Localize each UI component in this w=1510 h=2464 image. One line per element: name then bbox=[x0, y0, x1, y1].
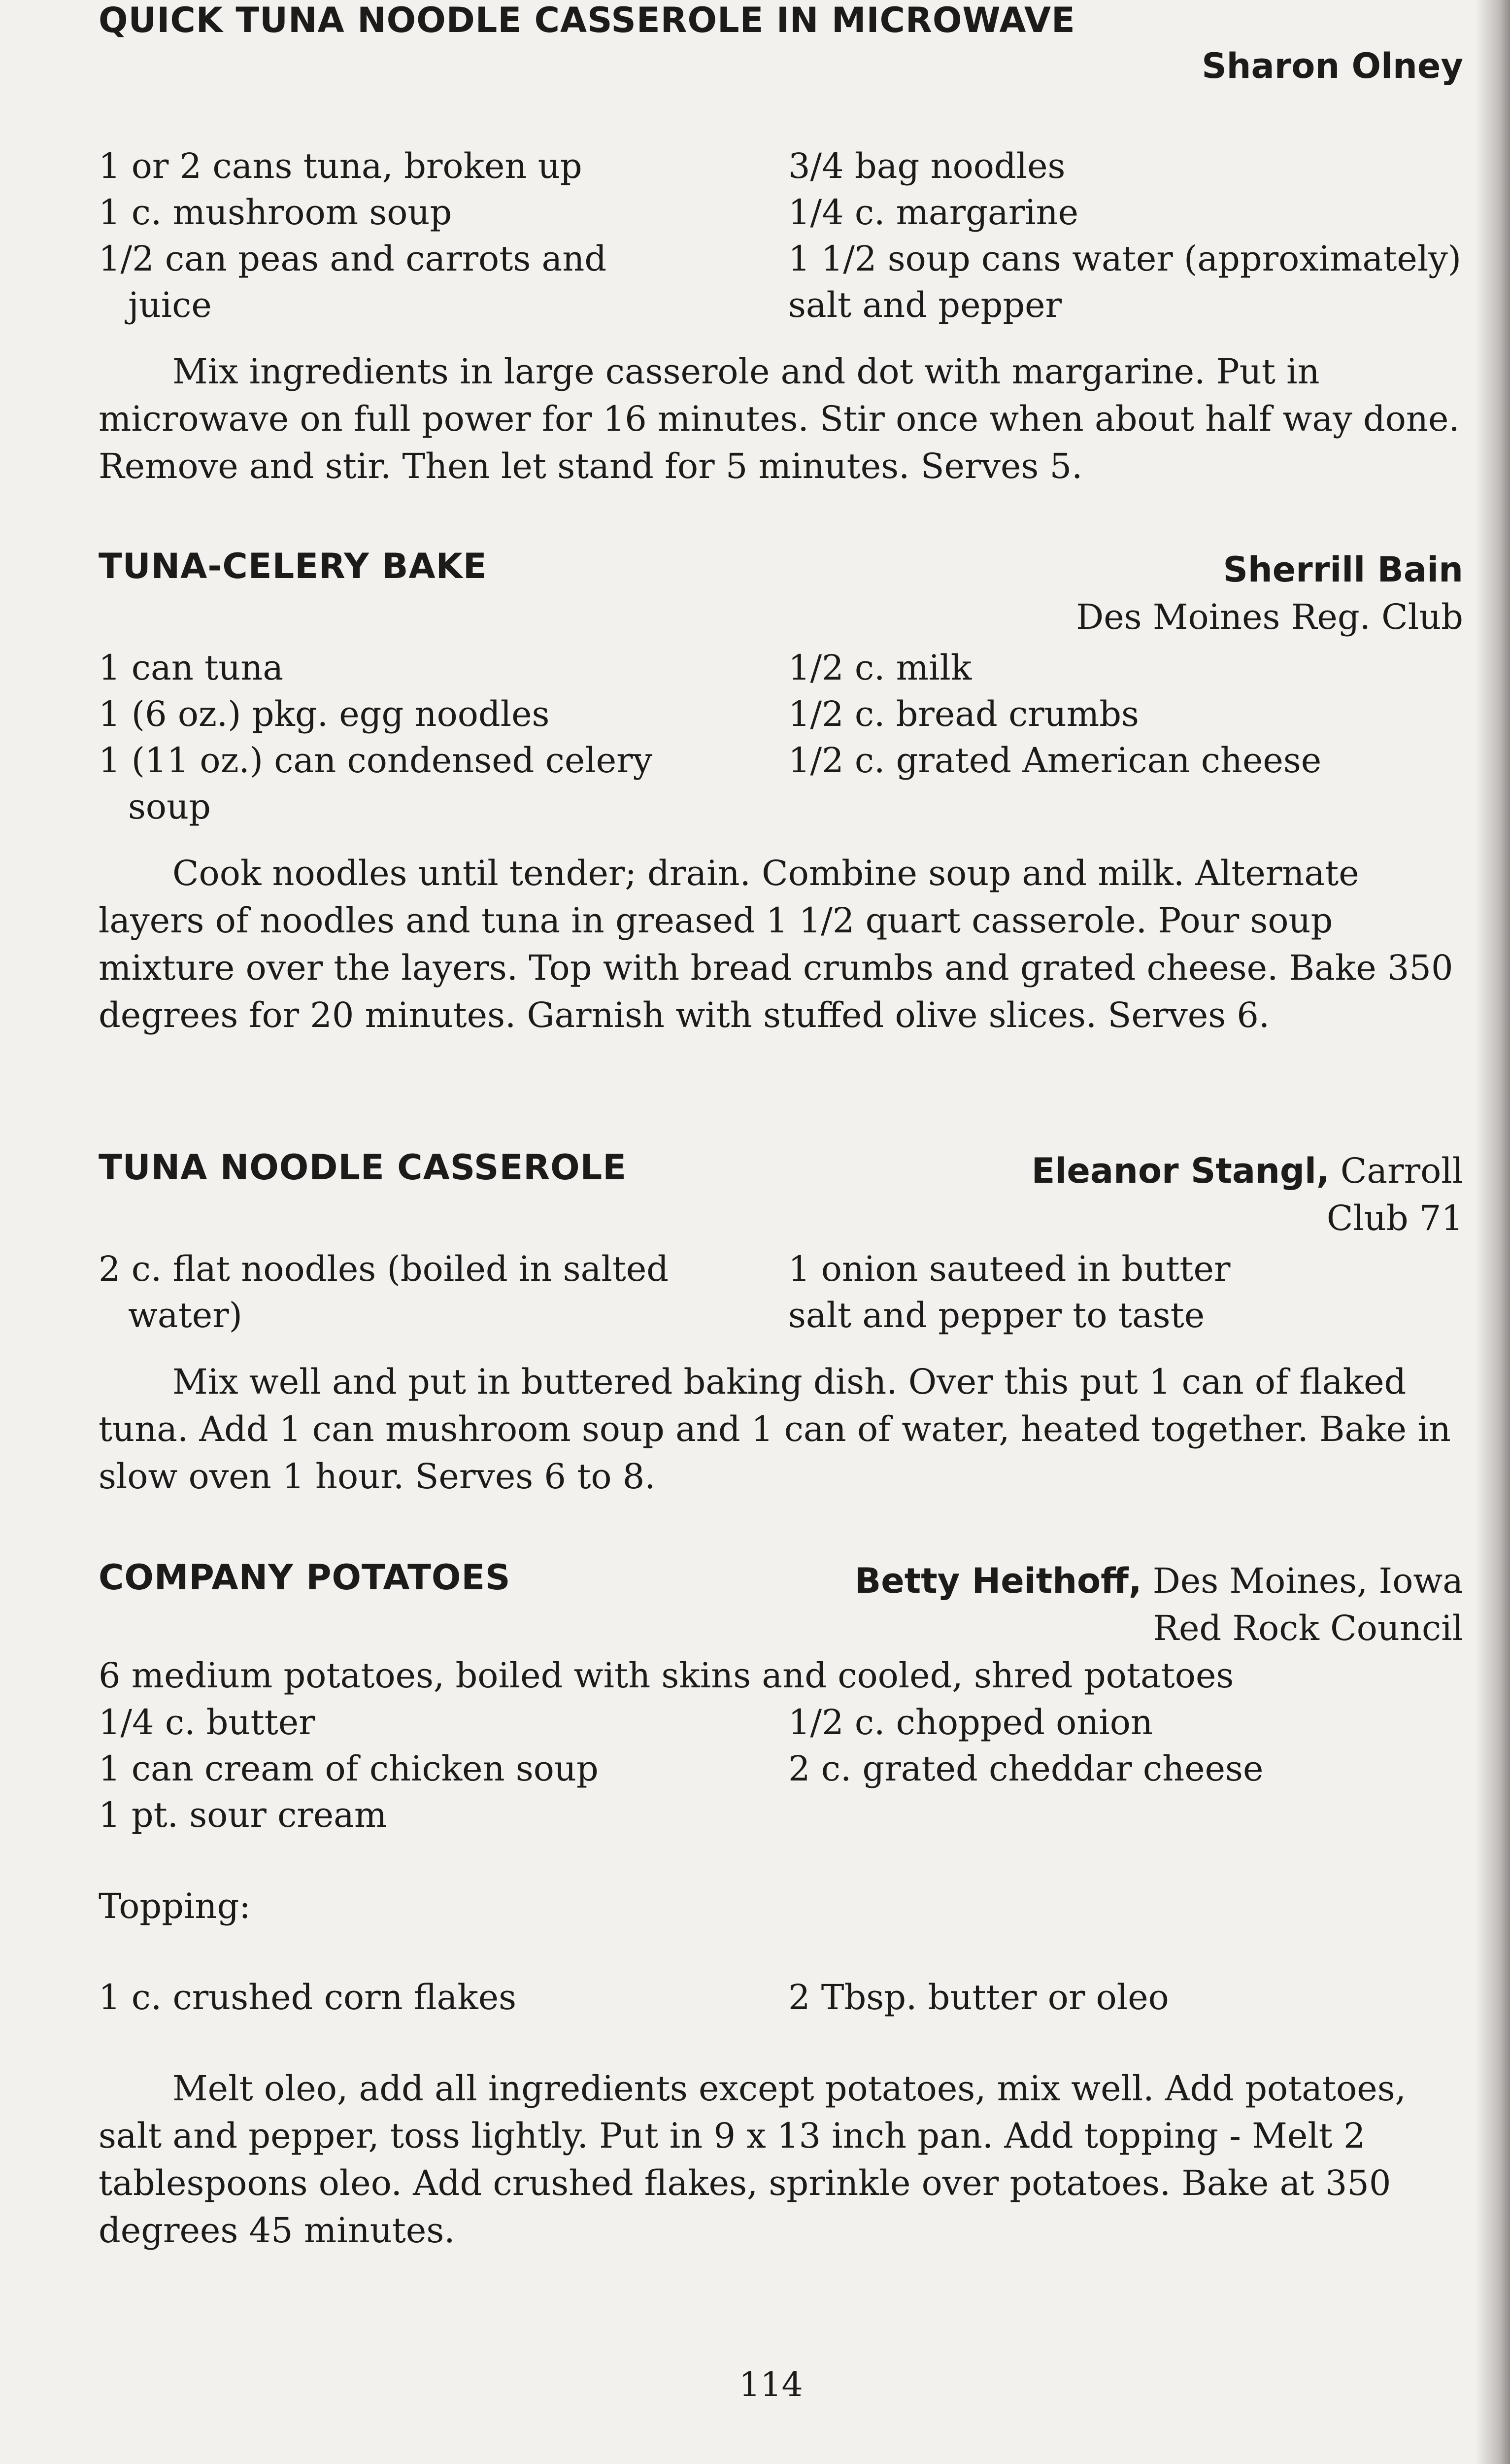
ingredient-list bbox=[99, 143, 1463, 328]
recipe-company-potatoes bbox=[99, 1557, 1463, 2254]
author-location: Des Moines Reg. Club bbox=[1076, 597, 1463, 637]
recipe-tuna-noodle-casserole bbox=[99, 1147, 1463, 1500]
topping-column-right bbox=[788, 1974, 1463, 2020]
page-number: 114 bbox=[739, 2365, 803, 2404]
recipe-title: QUICK TUNA NOODLE CASSEROLE IN MICROWAVE bbox=[99, 0, 1075, 40]
topping-label: Topping: bbox=[99, 1886, 251, 1926]
ingredient: 1 or 2 cans tuna, broken up bbox=[99, 146, 582, 186]
topping-list bbox=[99, 1974, 1463, 2020]
ingredient: 1/4 c. butter bbox=[99, 1702, 315, 1743]
ingredient: 1/2 c. bread crumbs bbox=[788, 694, 1139, 734]
ingredient: 1 can tuna bbox=[99, 648, 284, 688]
ingredient: 1 c. crushed corn flakes bbox=[99, 1977, 517, 2018]
recipe-author bbox=[855, 1557, 1463, 1652]
author-location: Red Rock Council bbox=[1153, 1608, 1463, 1648]
ingredient: 3/4 bag noodles bbox=[788, 146, 1066, 186]
author-town: Des Moines, Iowa bbox=[1152, 1561, 1463, 1601]
ingredient: 1/2 can peas and carrots and juice bbox=[99, 239, 607, 325]
ingredient: 2 Tbsp. butter or oleo bbox=[788, 1977, 1169, 2018]
recipe-title: TUNA-CELERY BAKE bbox=[99, 546, 487, 586]
ingredient: 1/2 c. grated American cheese bbox=[788, 740, 1322, 781]
author-name: Betty Heithoff, bbox=[854, 1561, 1142, 1601]
author-location: Club 71 bbox=[1326, 1198, 1463, 1238]
recipe-title: COMPANY POTATOES bbox=[99, 1557, 511, 1598]
author-name: Sharon Olney bbox=[1202, 46, 1463, 86]
author-name: Sherrill Bain bbox=[1223, 549, 1463, 590]
ingredient-list bbox=[99, 1699, 1463, 1838]
ingredient: 1 onion sauteed in butter bbox=[788, 1249, 1231, 1289]
recipe-instructions: Melt oleo, add all ingredients except potatoes, mix well. Add potatoes, salt and pepper, toss lightly. Put in 9 x 13 inch pan. Add topping - Melt 2 tablespoons oleo. Add crushed flakes, sprinkle over potatoes. Bake at 350 degrees 45 minutes. bbox=[99, 2068, 1406, 2251]
recipe-tuna-celery-bake bbox=[99, 546, 1463, 1039]
ingredient: 1 c. mushroom soup bbox=[99, 192, 452, 233]
ingredient: 1 pt. sour cream bbox=[99, 1795, 387, 1835]
ingredient-column-right bbox=[788, 645, 1463, 830]
ingredient-list bbox=[99, 645, 1463, 830]
recipe-instructions: Cook noodles until tender; drain. Combine soup and milk. Alternate layers of noodles and tuna in greased 1 1/2 quart casserole. Pour soup mixture over the layers. Top with bread crumbs and grated cheese. Bake 350 degrees for 20 minutes. Garnish with stuffed olive slices. Serves 6. bbox=[99, 853, 1453, 1035]
ingredient-column-left bbox=[99, 1246, 788, 1338]
author-town: Carroll bbox=[1340, 1151, 1463, 1191]
ingredient: 1/2 c. chopped onion bbox=[788, 1702, 1153, 1743]
page-edge-shadow bbox=[1476, 0, 1510, 2464]
ingredient: salt and pepper bbox=[788, 285, 1062, 325]
ingredient-column-left bbox=[99, 1699, 788, 1838]
recipe-instructions: Mix well and put in buttered baking dish. Over this put 1 can of flaked tuna. Add 1 can mushroom soup and 1 can of water, heated together. Bake in slow oven 1 hour. Serves 6 to 8. bbox=[99, 1362, 1451, 1497]
recipe-author bbox=[1076, 546, 1463, 641]
ingredient: 2 c. flat noodles (boiled in salted water) bbox=[99, 1249, 669, 1335]
recipe-quick-tuna-noodle-casserole bbox=[99, 0, 1463, 490]
ingredient-column-right bbox=[788, 1246, 1463, 1338]
ingredient-column-right bbox=[788, 143, 1463, 328]
recipe-author bbox=[1032, 1147, 1463, 1242]
ingredient-column-right bbox=[788, 1699, 1463, 1838]
ingredient-column-left bbox=[99, 143, 788, 328]
recipe-intro-line: 6 medium potatoes, boiled with skins and cooled, shred potatoes bbox=[99, 1655, 1234, 1696]
ingredient: salt and pepper to taste bbox=[788, 1295, 1205, 1335]
recipe-author bbox=[1202, 42, 1463, 90]
ingredient: 1 (6 oz.) pkg. egg noodles bbox=[99, 694, 550, 734]
author-name: Eleanor Stangl, bbox=[1031, 1151, 1330, 1191]
ingredient: 1/2 c. milk bbox=[788, 648, 972, 688]
topping-column-left bbox=[99, 1974, 788, 2020]
ingredient: 1/4 c. margarine bbox=[788, 192, 1079, 233]
ingredient-list bbox=[99, 1246, 1463, 1338]
recipe-instructions: Mix ingredients in large casserole and dot with margarine. Put in microwave on full power for 16 minutes. Stir once when about half way done. Remove and stir. Then let stand for 5 minutes. Serves 5. bbox=[99, 351, 1460, 486]
ingredient: 1 can cream of chicken soup bbox=[99, 1748, 599, 1789]
ingredient: 2 c. grated cheddar cheese bbox=[788, 1748, 1264, 1789]
ingredient-column-left bbox=[99, 645, 788, 830]
ingredient: 1 (11 oz.) can condensed celery soup bbox=[99, 740, 653, 827]
recipe-title: TUNA NOODLE CASSEROLE bbox=[99, 1147, 627, 1188]
ingredient: 1 1/2 soup cans water (approximately) bbox=[788, 239, 1462, 279]
